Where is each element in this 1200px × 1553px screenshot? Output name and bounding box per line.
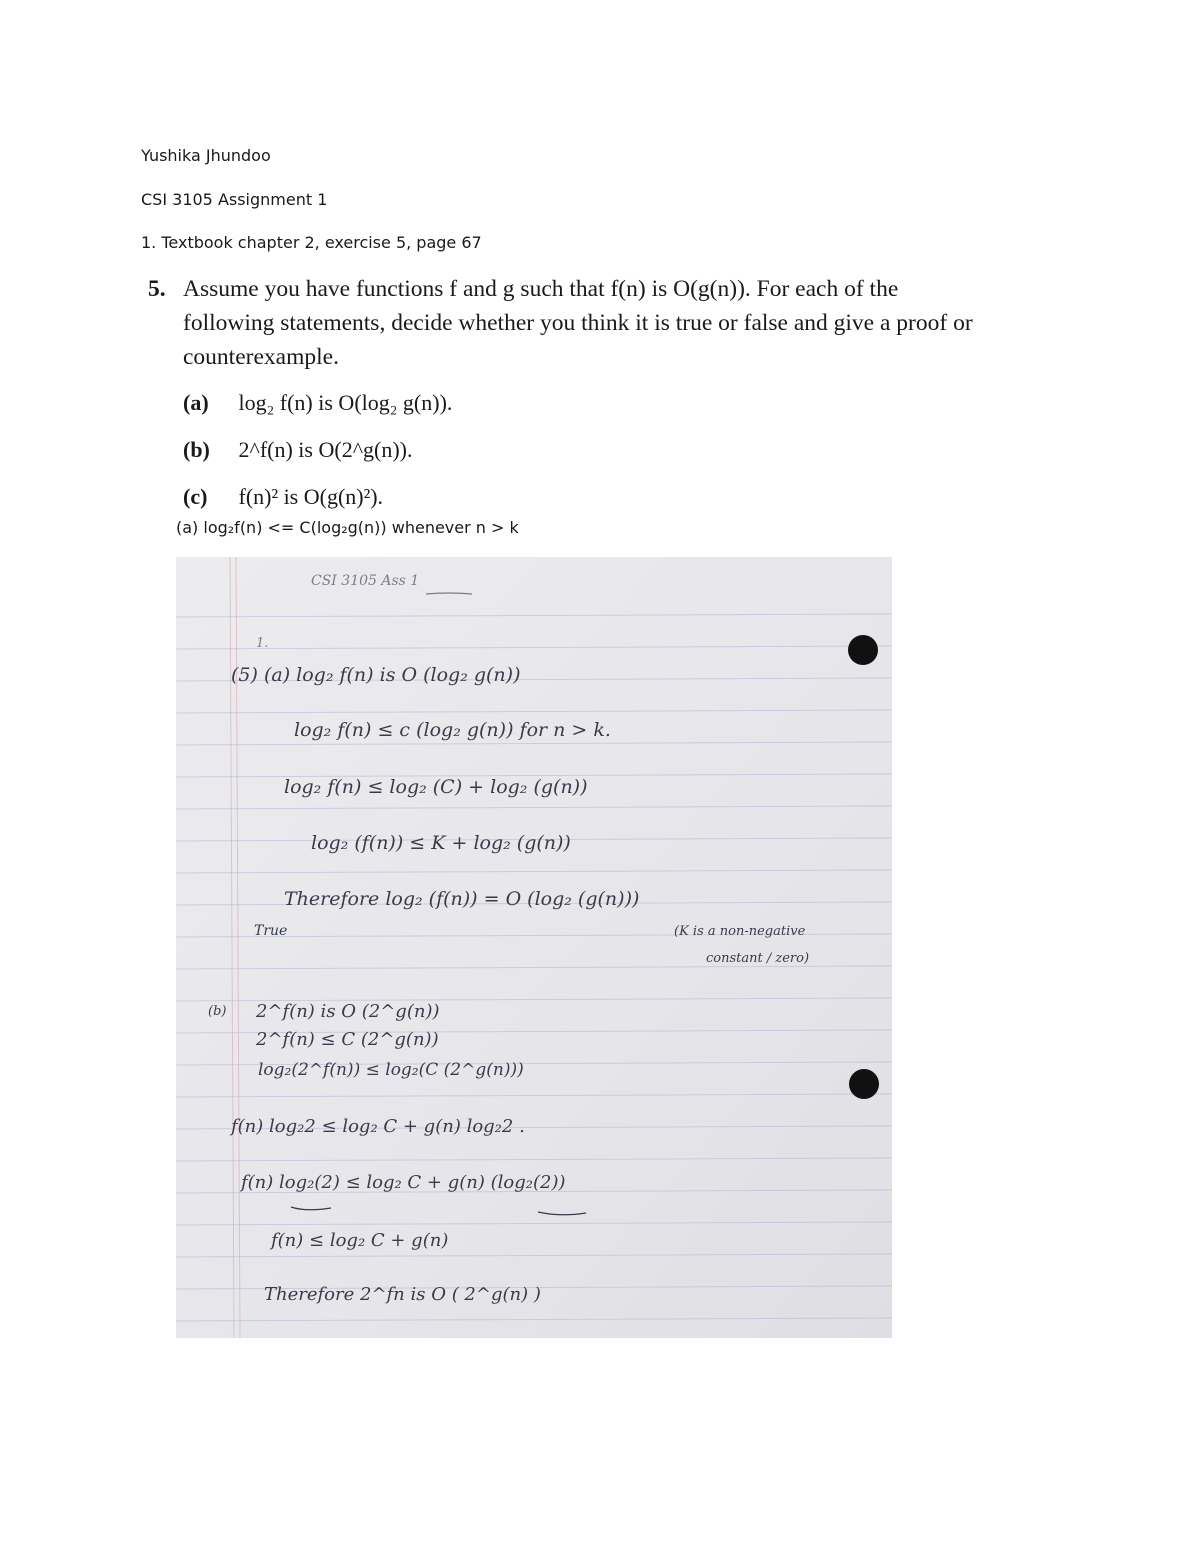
notebook-svg (176, 557, 892, 1338)
part-label: (c) (183, 484, 208, 509)
hw-line-a3: log₂ f(n) ≤ log₂ (C) + log₂ (g(n)) (284, 776, 588, 798)
hw-line-b2: 2^f(n) ≤ C (2^g(n)) (256, 1029, 439, 1050)
exercise-text: Assume you have functions f and g such that f(n) is O(g(n)). For each of the following statements, decide whether you think it is true or false and give a proof or counterexample. (183, 276, 973, 370)
typed-answer-a: (a) log₂f(n) <= C(log₂g(n)) whenever n > k (176, 518, 519, 537)
part-label: (b) (183, 437, 210, 462)
hw-line-a4: log₂ (f(n)) ≤ K + log₂ (g(n)) (311, 832, 571, 854)
author-name: Yushika Jhundoo (141, 146, 271, 165)
hw-line-b1: 2^f(n) is O (2^g(n)) (256, 1001, 440, 1022)
exercise-part-b (183, 433, 998, 474)
part-expression: f(n)² is O(g(n)²). (238, 484, 384, 509)
part-label: (a) (183, 390, 209, 415)
exercise-part-c (183, 480, 998, 521)
notebook-header: CSI 3105 Ass 1 (311, 573, 420, 589)
part-expression: log₂ f(n) is O(log₂ g(n)). (238, 390, 453, 415)
course-title: CSI 3105 Assignment 1 (141, 190, 328, 209)
hw-line-b7: Therefore 2^fn is O ( 2^g(n) ) (264, 1284, 541, 1305)
binder-hole-top (848, 635, 878, 665)
hw-note-a-1: (K is a non-negative (674, 924, 806, 939)
hw-line-a5: Therefore log₂ (f(n)) = O (log₂ (g(n))) (284, 888, 640, 910)
hw-part-b-label: (b) (208, 1004, 227, 1019)
hw-line-b3: log₂(2^f(n)) ≤ log₂(C (2^g(n))) (258, 1060, 524, 1080)
part-expression: 2^f(n) is O(2^g(n)). (238, 437, 413, 462)
textbook-excerpt (148, 272, 998, 521)
hw-line-b4: f(n) log₂2 ≤ log₂ C + g(n) log₂2 . (231, 1116, 525, 1137)
hw-line-b6: f(n) ≤ log₂ C + g(n) (271, 1230, 449, 1251)
hw-line-a1: (5) (a) log₂ f(n) is O (log₂ g(n)) (231, 664, 521, 686)
hw-line-a2: log₂ f(n) ≤ c (log₂ g(n)) for n > k. (294, 719, 611, 741)
hw-line-b5: f(n) log₂(2) ≤ log₂ C + g(n) (log₂(2)) (241, 1172, 566, 1193)
hw-verdict-a: True (254, 923, 288, 939)
hw-note-a-2: constant / zero) (706, 951, 810, 966)
problem-number: 1. (256, 636, 269, 651)
handwritten-notebook-photo (176, 557, 892, 1338)
binder-hole-bottom (849, 1069, 879, 1099)
textbook-prompt (148, 272, 998, 374)
exercise-number: 5. (148, 276, 166, 302)
question-reference: 1. Textbook chapter 2, exercise 5, page 67 (141, 233, 482, 252)
exercise-part-a (183, 386, 998, 427)
